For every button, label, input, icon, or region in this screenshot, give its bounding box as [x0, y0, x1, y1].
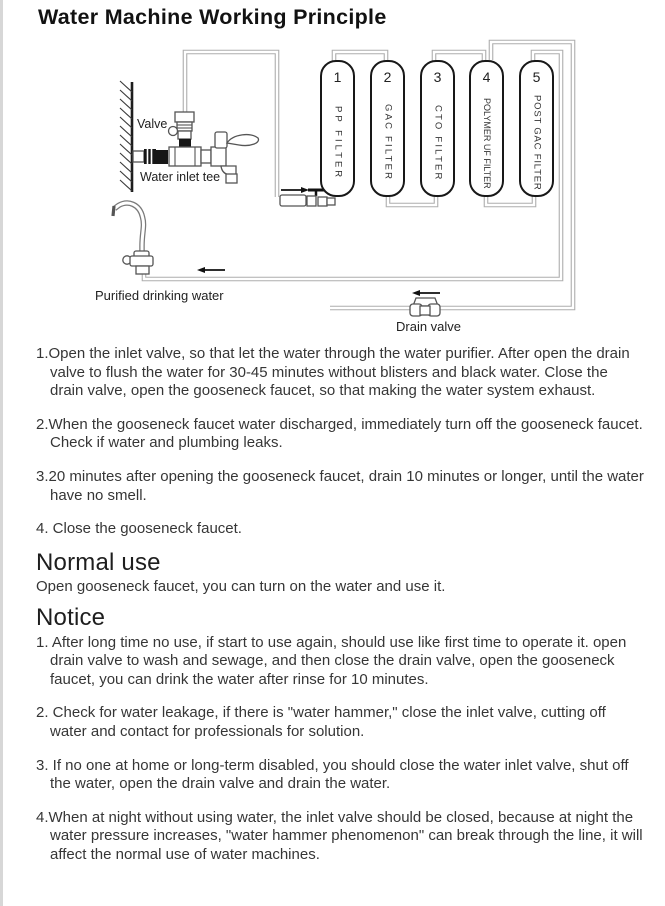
- filter-number: 1: [333, 69, 342, 85]
- wall: [120, 81, 132, 192]
- flow-arrow-purified: [197, 267, 225, 273]
- filter-name: POST GAC FILTER: [531, 95, 543, 191]
- gooseneck-faucet: [113, 203, 153, 274]
- valve-label: Valve: [137, 117, 168, 131]
- filter-capsule-2: [370, 60, 405, 197]
- working-principle-diagram: [3, 0, 665, 340]
- normal-use-heading: Normal use: [36, 548, 161, 576]
- drain-valve-icon: [410, 298, 440, 316]
- drain-valve-label: Drain valve: [396, 319, 462, 334]
- filter-number: 3: [433, 69, 442, 85]
- filter-number: 2: [383, 69, 392, 85]
- water-inlet-tee-label: Water inlet tee: [140, 170, 221, 184]
- flow-arrow-inlet: [281, 187, 309, 193]
- filter-capsule-4: [469, 60, 504, 197]
- instruction-item-2: 2.When the gooseneck faucet water discharged, immediately turn off the gooseneck faucet. Check if water and plumbing leaks.: [36, 415, 643, 452]
- filter-name: GAC FILTER: [382, 104, 394, 182]
- normal-use-body: Open gooseneck faucet, you can turn on the water and use it.: [36, 578, 446, 596]
- instruction-item-1: 1.Open the inlet valve, so that let the water through the water purifier. After open the drain valve to flush the water for 30-45 minutes without blisters and black water. Close the drain valve, open the gooseneck faucet, so that making the water system exhaust.: [36, 345, 630, 400]
- flow-arrow-drain: [412, 290, 440, 296]
- notice-heading: Notice: [36, 603, 106, 631]
- instruction-item-4: 4. Close the gooseneck faucet.: [36, 520, 242, 538]
- notice-item-3: 3. If no one at home or long-term disabled, you should close the water inlet valve, shut off the water, open the drain valve and drain the water.: [36, 756, 629, 793]
- filter-capsule-1: [320, 60, 355, 197]
- filter-capsule-5: [519, 60, 554, 197]
- filter-name: CTO FILTER: [432, 104, 444, 182]
- instruction-item-3: 3.20 minutes after opening the gooseneck faucet, drain 10 minutes or longer, until the water have no smell.: [36, 467, 644, 504]
- filter-number: 4: [482, 69, 491, 85]
- inlet-valve: [169, 112, 195, 150]
- filter-capsule-3: [420, 60, 455, 197]
- filter-number: 5: [532, 69, 541, 85]
- instructions-section: [36, 345, 644, 879]
- notice-item-1: 1. After long time no use, if start to use again, should use like first time to operate it. open drain valve to wash and sewage, and then close the drain valve, open the gooseneck faucet, you can drink the water after rinse for 10 minutes.: [36, 633, 627, 688]
- notice-item-2: 2. Check for water leakage, if there is "water hammer," close the inlet valve, cutting off water and contact for professionals for solution.: [36, 704, 606, 740]
- filter-name: POLYMER UF FILTER: [482, 97, 492, 189]
- notice-item-4: 4.When at night without using water, the inlet valve should be closed, because at night the water pressure increases, "water hammer phenomenon" can break through the line, it will affect the normal use of water machines.: [36, 808, 643, 863]
- filter-name: PP FILTER: [332, 105, 344, 181]
- page-title: Water Machine Working Principle: [38, 5, 387, 29]
- purified-drinking-water-label: Purified drinking water: [95, 288, 224, 303]
